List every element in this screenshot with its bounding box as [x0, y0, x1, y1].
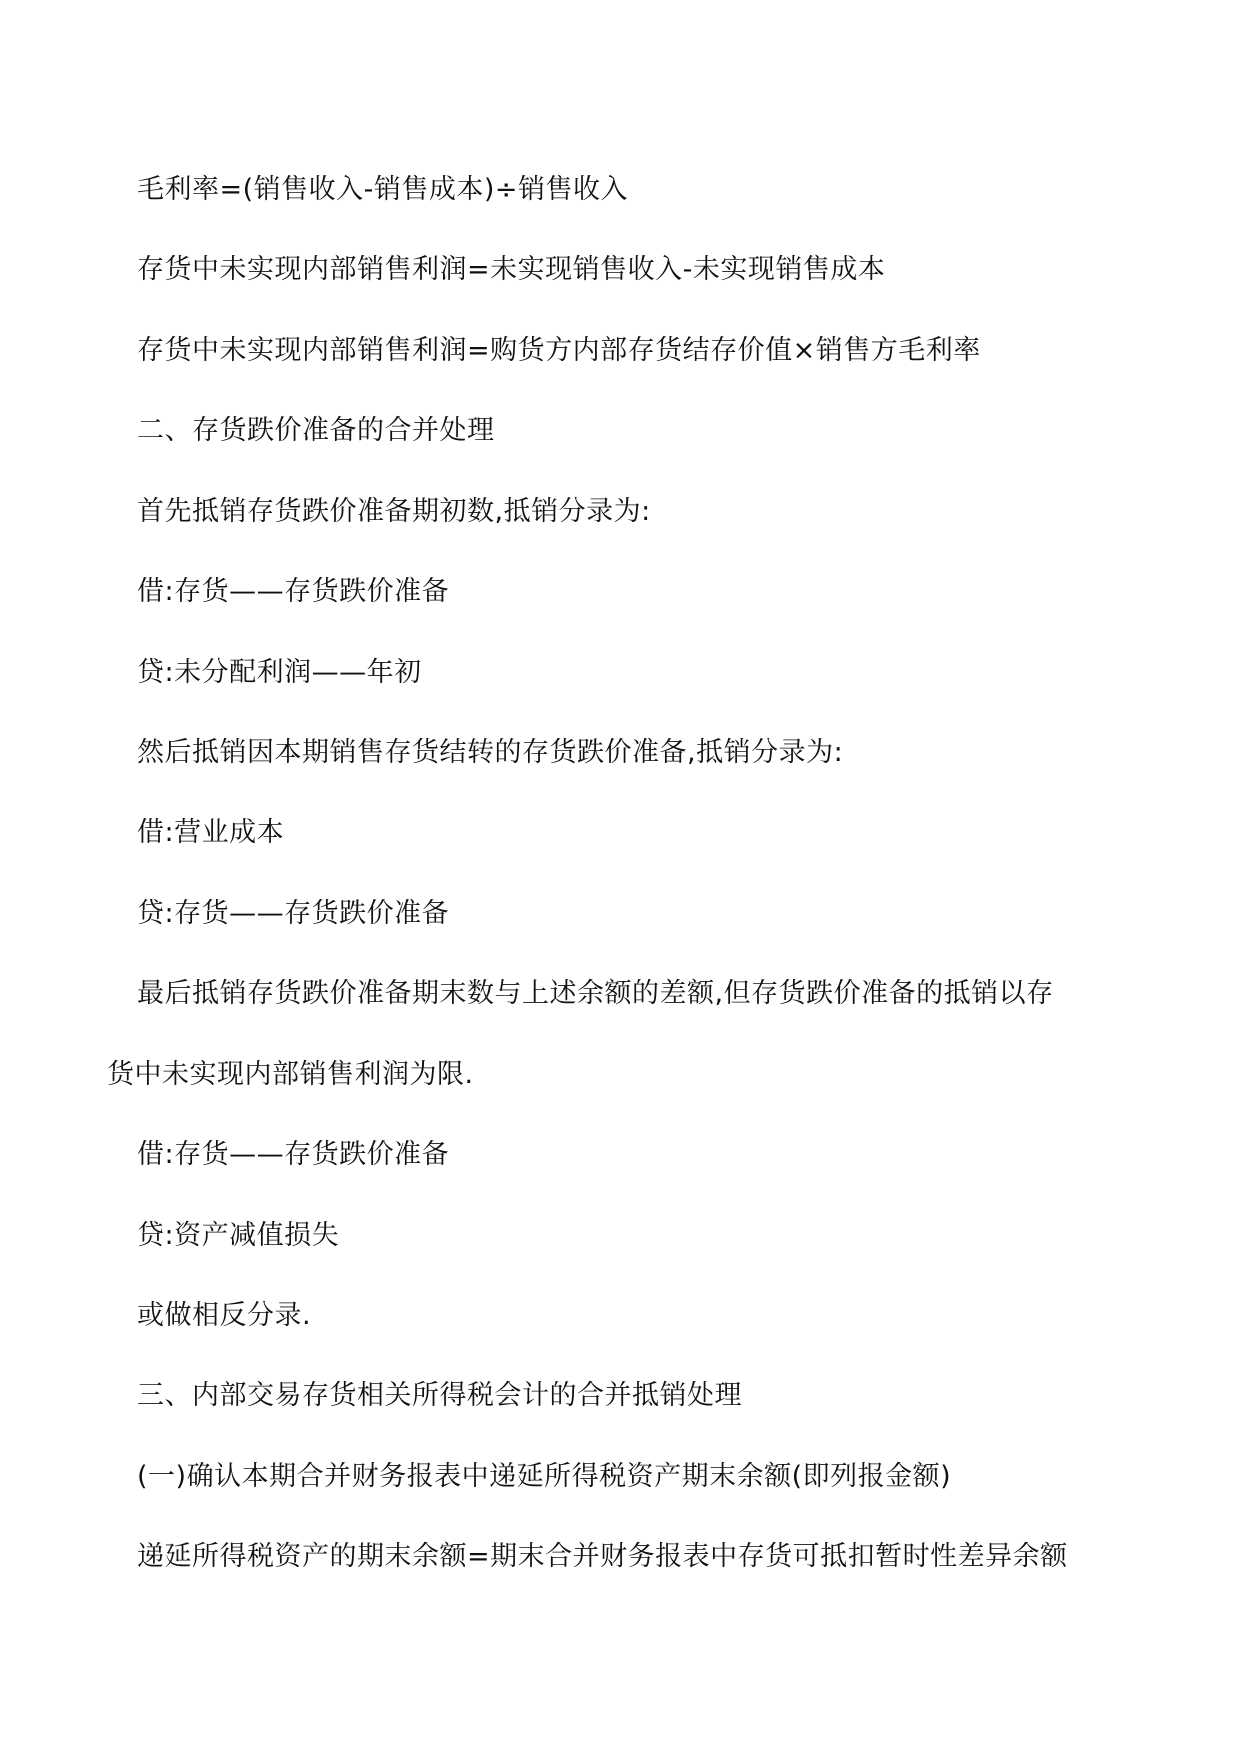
- section-heading-3: 三、内部交易存货相关所得税会计的合并抵销处理: [137, 1380, 742, 1411]
- paragraph-offset-closing-cont: 货中未实现内部销售利润为限.: [107, 1059, 474, 1090]
- journal-credit-2: 贷:存货——存货跌价准备: [137, 898, 450, 929]
- journal-credit-1: 贷:未分配利润——年初: [137, 657, 422, 688]
- paragraph-offset-current: 然后抵销因本期销售存货结转的存货跌价准备,抵销分录为:: [137, 737, 844, 768]
- formula-unrealized-profit-2: 存货中未实现内部销售利润=购货方内部存货结存价值×销售方毛利率: [137, 335, 981, 366]
- journal-debit-1: 借:存货——存货跌价准备: [137, 576, 450, 607]
- formula-gross-margin: 毛利率=(销售收入-销售成本)÷销售收入: [137, 174, 629, 205]
- section-heading-2: 二、存货跌价准备的合并处理: [137, 415, 495, 446]
- journal-debit-3: 借:存货——存货跌价准备: [137, 1139, 450, 1170]
- journal-debit-2: 借:营业成本: [137, 817, 285, 848]
- paragraph-reverse-entry: 或做相反分录.: [137, 1300, 312, 1331]
- paragraph-deferred-tax: 递延所得税资产的期末余额=期末合并财务报表中存货可抵扣暂时性差异余额: [137, 1541, 1068, 1572]
- formula-unrealized-profit-1: 存货中未实现内部销售利润=未实现销售收入-未实现销售成本: [137, 254, 886, 285]
- subsection-heading-1: (一)确认本期合并财务报表中递延所得税资产期末余额(即列报金额): [137, 1461, 952, 1492]
- paragraph-offset-closing: 最后抵销存货跌价准备期末数与上述余额的差额,但存货跌价准备的抵销以存: [137, 978, 1054, 1009]
- journal-credit-3: 贷:资产减值损失: [137, 1220, 340, 1251]
- paragraph-offset-opening: 首先抵销存货跌价准备期初数,抵销分录为:: [137, 496, 651, 527]
